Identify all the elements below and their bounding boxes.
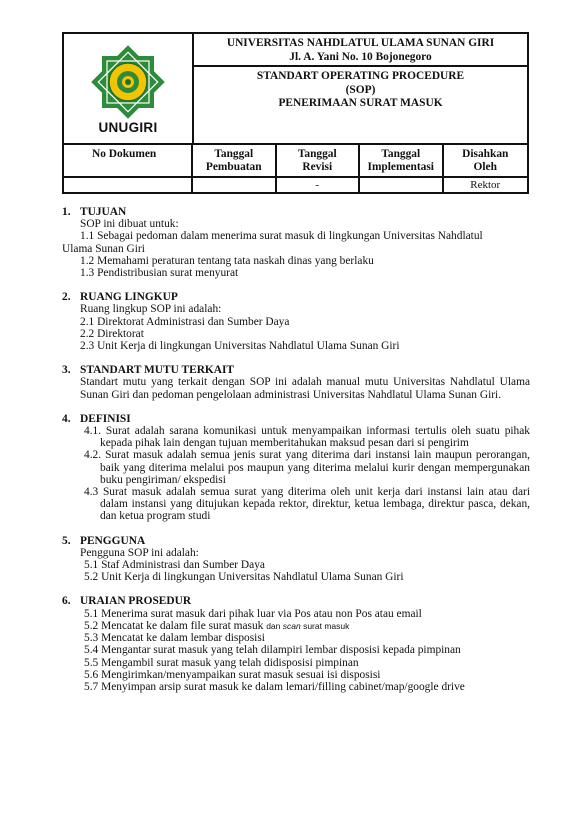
document-body: [62, 206, 530, 693]
list-item: 5.1 Menerima surat masuk dari pihak luar via Pos atau non Pos atau email: [84, 607, 422, 620]
list-item-continuation: Ulama Sunan Giri: [62, 242, 145, 255]
section-intro: Ruang lingkup SOP ini adalah:: [80, 303, 222, 316]
col-disahkan-oleh: Disahkan Oleh: [444, 145, 528, 178]
sop-title-line2: (SOP): [345, 83, 376, 96]
list-item: 2.2 Direktorat: [80, 327, 144, 340]
section-intro: Pengguna SOP ini adalah:: [80, 546, 199, 559]
list-item: 5.2 Unit Kerja di lingkungan Universitas Nahdlatul Ulama Sunan Giri: [84, 571, 404, 584]
logo-wordmark: UNUGIRI: [98, 120, 158, 135]
header-table: [62, 32, 529, 194]
section-title: 2. RUANG LINGKUP: [62, 291, 178, 304]
value-no-dokumen: [64, 178, 193, 192]
logo-cell: [64, 34, 194, 143]
section-title: 6. URAIAN PROSEDUR: [62, 595, 192, 608]
value-tanggal-pembuatan: [193, 178, 277, 192]
section-title: 3. STANDART MUTU TERKAIT: [62, 364, 235, 377]
section-title: 1. TUJUAN: [62, 206, 127, 218]
unugiri-logo-icon: [83, 42, 173, 122]
sop-title-block: [194, 67, 527, 143]
list-item: 2.3 Unit Kerja di lingkungan Universitas Nahdlatul Ulama Sunan Giri: [80, 340, 400, 353]
header-top-row: [64, 34, 527, 145]
list-item: 5.1 Staf Administrasi dan Sumber Daya: [84, 559, 265, 572]
list-item: 5.7 Menyimpan arsip surat masuk ke dalam lemari/filling cabinet/map/google drive: [84, 680, 465, 693]
col-tanggal-revisi: Tanggal Revisi: [277, 145, 361, 178]
list-item: 5.3 Mencatat ke dalam lembar disposisi: [84, 632, 265, 645]
university-name: UNIVERSITAS NAHDLATUL ULAMA SUNAN GIRI: [226, 37, 495, 49]
list-item: 2.1 Direktorat Administrasi dan Sumber Daya: [80, 315, 290, 328]
sop-title-line3: PENERIMAAN SURAT MASUK: [278, 97, 443, 109]
value-tanggal-revisi: -: [277, 178, 361, 192]
section-paragraph: Standart mutu yang terkait dengan SOP ini adalah manual mutu Universitas Nahdlatul Ulama Sunan Giri dan pedoman pengelolaan administrasi Universitas Nahdlatul Ulama Sunan Giri.: [80, 376, 530, 401]
section-title: 4. DEFINISI: [62, 412, 131, 425]
sop-title-line1: STANDART OPERATING PROCEDURE: [256, 70, 465, 82]
list-item: 5.5 Mengambil surat masuk yang telah didisposisi pimpinan: [84, 656, 359, 669]
value-tanggal-implementasi: [360, 178, 444, 192]
section-intro: SOP ini dibuat untuk:: [80, 218, 179, 231]
col-tanggal-implementasi: Tanggal Implementasi: [360, 145, 444, 178]
list-item: 1.3 Pendistribusian surat menyurat: [80, 267, 239, 280]
definition-item: 4.3 Surat masuk adalah semua surat yang diterima oleh unit kerja dari instansi lain atau dari dalam instansi yang ditujukan kepada rektor, direktur, ketua lembaga, direktur pasca, dekan, dan ketua program studi: [84, 486, 530, 523]
value-disahkan-oleh: Rektor: [470, 179, 501, 191]
col-tanggal-pembuatan: Tanggal Pembuatan: [193, 145, 277, 178]
university-block: [194, 34, 527, 67]
list-item: 5.6 Mengirimkan/menyampaikan surat masuk sesuai isi disposisi: [84, 668, 381, 681]
list-item: 5.4 Mengantar surat masuk yang telah dilampiri lembar disposisi kepada pimpinan: [84, 644, 461, 657]
definition-item: 4.2. Surat masuk adalah semua jenis surat yang diterima dari instansi lain maupun perorangan, baik yang diterima melalui pos maupun yang diterima melalui kurir dengan mempergunakan buku pengiriman/ ekspedisi: [84, 449, 530, 486]
definition-item: 4.1. Surat adalah sarana komunikasi untuk menyampaikan informasi tertulis oleh suatu pihak kepada pihak lain dengan tujuan memberitahukan maksud pesan dari si pengirim: [84, 425, 530, 450]
list-item: 5.2 Mencatat ke dalam file surat masuk dan scan surat masuk: [84, 619, 350, 632]
list-item: 1.2 Memahami peraturan tentang tata naskah dinas yang berlaku: [80, 254, 374, 267]
university-address: Jl. A. Yani No. 10 Bojonegoro: [289, 51, 432, 63]
list-item: 1.1 Sebagai pedoman dalam menerima surat masuk di lingkungan Universitas Nahdlatul: [80, 230, 483, 243]
title-column: [194, 34, 527, 143]
section-title: 5. PENGGUNA: [62, 534, 146, 547]
document-info-grid: [64, 145, 527, 192]
col-no-dokumen: No Dokumen: [64, 145, 193, 178]
